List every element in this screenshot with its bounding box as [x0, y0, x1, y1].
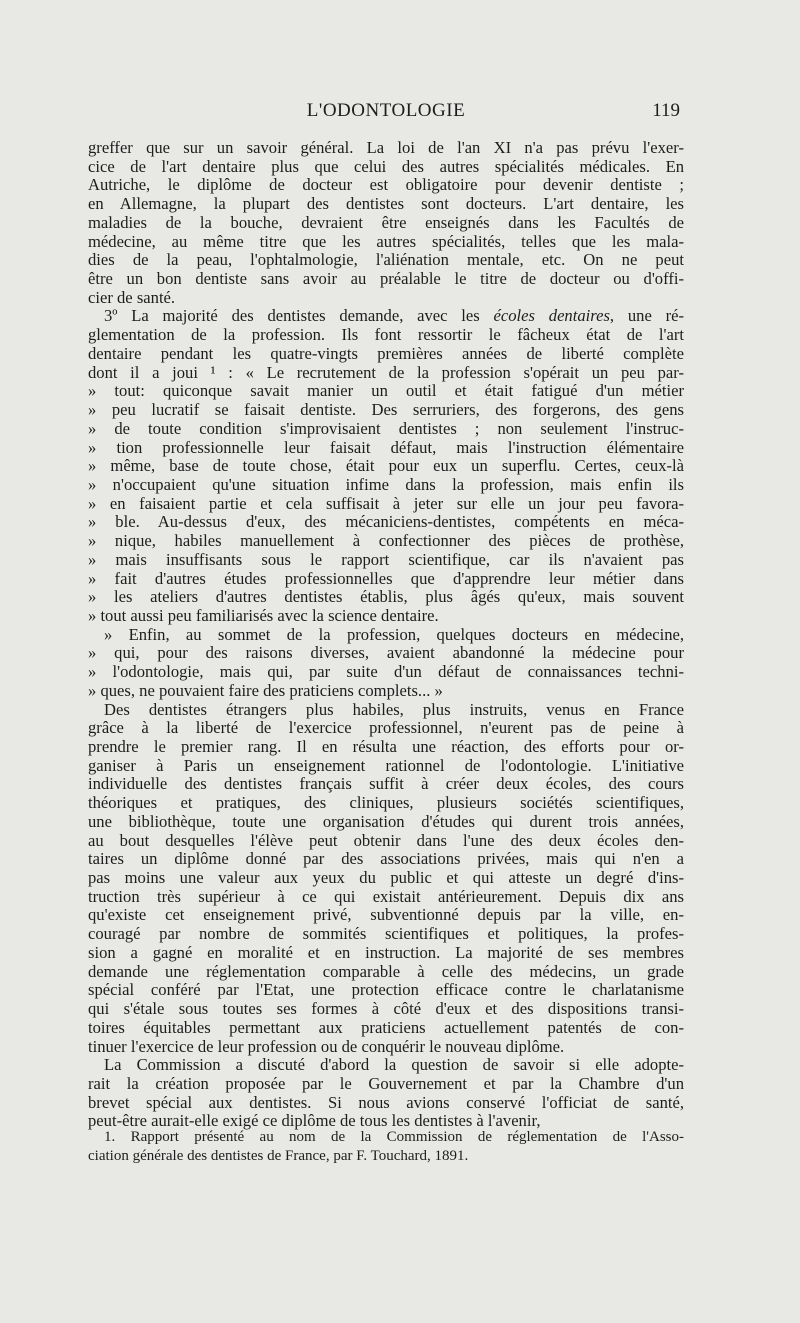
text-line: spécial conféré par l'Etat, une protection efficace contre le charlatanisme — [88, 980, 684, 1000]
text-line: taires un diplôme donné par des associations privées, mais qui n'en a — [88, 849, 684, 869]
text-line: » mais insuffisants sous le rapport scientifique, car ils n'avaient pas — [88, 549, 684, 569]
footnote-line: 1. Rapport présenté au nom de la Commission de réglementation de l'Asso- — [104, 1129, 684, 1145]
text-line: » ble. Au-dessus d'eux, des mécaniciens-dentistes, compétents en méca- — [88, 512, 684, 532]
footnote-line: ciation générale des dentistes de France, par F. Touchard, 1891. — [88, 1148, 469, 1164]
text-line: sion a gagné en moralité et en instruction. La majorité de ses membres — [88, 942, 684, 962]
footnote — [88, 1128, 684, 1166]
text-line: » tion professionnelle leur faisait défaut, mais l'instruction élémentaire — [88, 437, 684, 457]
text-line: » n'occupaient qu'une situation infime dans la profession, mais enfin ils — [88, 474, 684, 494]
text-line: cier de santé. — [88, 287, 176, 307]
text-line: une bibliothèque, toute une organisation d'études qui durent trois années, — [88, 811, 684, 831]
text-line: greffer que sur un savoir général. La loi de l'an XI n'a pas prévu l'exer- — [88, 138, 684, 157]
text-line: » Enfin, au sommet de la profession, quelques docteurs en médecine, — [104, 624, 684, 644]
text-line: dentaire pendant les quatre-vingts premières années de liberté complète — [88, 343, 684, 363]
text-line: maladies de la bouche, devraient être enseignés dans les Facultés de — [88, 212, 684, 232]
running-title: L'ODONTOLOGIE — [306, 100, 466, 121]
text-line: théoriques et pratiques, des cliniques, plusieurs sociétés scientifiques, — [88, 793, 684, 813]
text-line: » tout aussi peu familiarisés avec la science dentaire. — [88, 605, 439, 625]
text-line: qu'existe cet enseignement privé, subventionné depuis par la ville, en- — [88, 905, 684, 925]
text-line: peut-être aurait-elle exigé ce diplôme de tous les dentistes à l'avenir, — [88, 1111, 541, 1131]
text-line: grâce à la liberté de l'exercice professionnel, n'eurent pas de peine à — [88, 718, 684, 738]
text-line: dies de la peau, l'ophtalmologie, l'aliénation mentale, etc. On ne peut — [88, 250, 684, 270]
text-line: qui s'étale sous toutes ses formes à côté d'eux et des dispositions transi- — [88, 999, 684, 1019]
body-text — [88, 139, 684, 1131]
text-line: » tout: quiconque savait manier un outil et était fatigué d'un métier — [88, 381, 684, 401]
text-line: dont il a joui ¹ : « Le recrutement de la profession s'opérait un peu par- — [88, 362, 684, 382]
text-line: prendre le premier rang. Il en résulta une réaction, des efforts pour or- — [88, 737, 684, 756]
text-line: glementation de la profession. Ils font ressortir le fâcheux état de l'art — [88, 325, 684, 345]
text-line: demande une réglementation comparable à celle des médecins, un grade — [88, 961, 684, 981]
text-line: rait la création proposée par le Gouvernement et par la Chambre d'un — [88, 1073, 684, 1093]
text-line: » l'odontologie, mais qui, par suite d'un défaut de connaissances techni- — [88, 662, 684, 682]
text-line: » peu lucratif se faisait dentiste. Des serruriers, des forgerons, des gens — [88, 400, 684, 420]
page-header — [88, 100, 684, 130]
text-line: tinuer l'exercice de leur profession ou de conquérir le nouveau diplôme. — [88, 1036, 565, 1056]
text-line: ganiser à Paris un enseignement rationnel de l'odontologie. L'initiative — [88, 755, 684, 775]
text-line: Autriche, le diplôme de docteur est obligatoire pour devenir dentiste ; — [88, 175, 684, 195]
italic-phrase: écoles dentaires — [493, 306, 610, 326]
text-line: » même, base de toute chose, était pour eux un superflu. Certes, ceux-là — [88, 456, 684, 476]
text-line: » en faisaient partie et cela suffisait à jeter sur elle un jour peu favora- — [88, 493, 684, 513]
text-line: La Commission a discuté d'abord la question de savoir si elle adopte- — [104, 1055, 684, 1075]
text-line: être un bon dentiste sans avoir au préalable le titre de docteur ou d'offi- — [88, 269, 684, 289]
text-line: toires équitables permettant aux praticiens actuellement patentés de con- — [88, 1017, 684, 1037]
text-line: médecine, au même titre que les autres spécialités, telles que les mala- — [88, 231, 684, 251]
text-line: » de toute condition s'improvisaient dentistes ; non seulement l'instruc- — [88, 418, 684, 438]
text-line: couragé par nombre de sommités scientifiques et politiques, la profes- — [88, 924, 684, 944]
page-number: 119 — [652, 100, 680, 121]
text-line: » les ateliers d'autres dentistes établis, plus âgés qu'eux, mais souvent — [88, 587, 684, 607]
text-line: truction très supérieur à ce qui existait antérieurement. Depuis dix ans — [88, 886, 684, 906]
text-line: » ques, ne pouvaient faire des praticiens complets... » — [88, 680, 443, 700]
text-line: brevet spécial aux dentistes. Si nous avions conservé l'officiat de santé, — [88, 1092, 684, 1112]
text-line: 3º La majorité des dentistes demande, avec les écoles dentaires, une ré- — [104, 306, 685, 326]
text-line: au bout desquelles l'élève peut obtenir dans l'une des deux écoles den- — [88, 830, 684, 850]
text-line: en Allemagne, la plupart des dentistes sont docteurs. L'art dentaire, les — [88, 194, 684, 214]
text-line: individuelle des dentistes français suffit à créer deux écoles, des cours — [88, 774, 684, 794]
text-line: cice de l'art dentaire plus que celui des autres spécialités médicales. En — [88, 156, 684, 176]
text-line: » qui, pour des raisons diverses, avaient abandonné la médecine pour — [88, 643, 684, 663]
text-line: Des dentistes étrangers plus habiles, plus instruits, venus en France — [104, 699, 684, 719]
text-line: » fait d'autres études professionnelles que d'apprendre leur métier dans — [88, 568, 684, 588]
text-line: pas moins une valeur aux yeux du public et qui atteste un degré d'ins- — [88, 868, 684, 888]
text-line: » nique, habiles manuellement à confectionner des pièces de prothèse, — [88, 531, 684, 551]
